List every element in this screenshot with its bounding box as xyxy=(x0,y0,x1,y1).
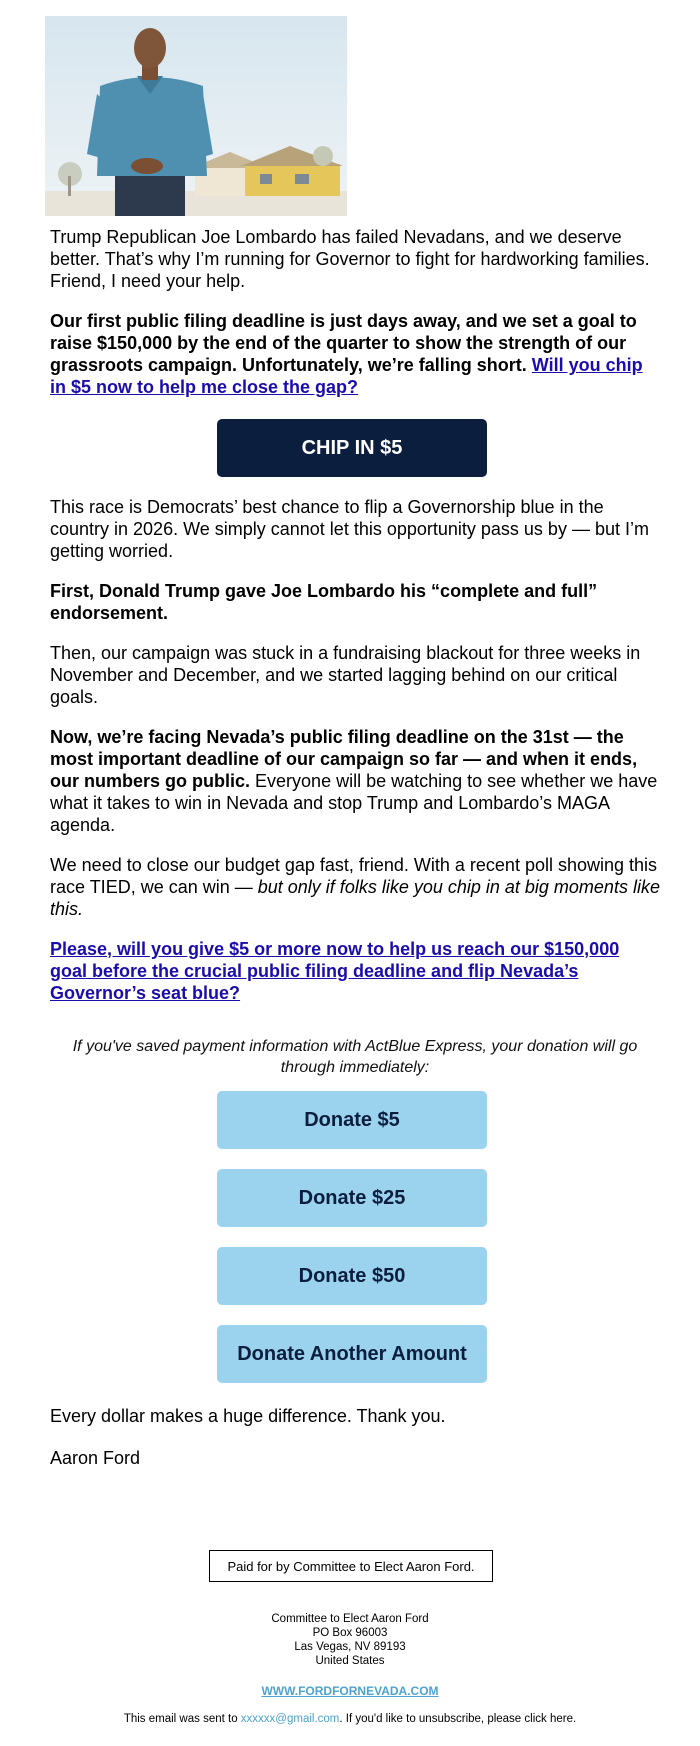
chip-in-button[interactable] xyxy=(217,419,487,477)
donate-other-label: Donate Another Amount xyxy=(237,1342,467,1365)
poll-text: We need to close our budget gap fast, friend. With a recent poll showing this race TIED, we can win — xyxy=(50,855,658,897)
closing-text: Every dollar makes a huge difference. Thank you. xyxy=(50,1406,446,1426)
deadline-paragraph xyxy=(50,726,660,836)
intro-paragraph xyxy=(50,226,660,292)
address-line-3: Las Vegas, NV 89193 xyxy=(294,1641,406,1653)
endorsement-text: First, Donald Trump gave Joe Lombardo his “complete and full” endorsement. xyxy=(50,581,598,623)
donate-50-label: Donate $50 xyxy=(298,1264,406,1287)
give-link[interactable]: Please, will you give $5 or more now to help us reach our $150,000 goal before the crucial public filing deadline and flip Nevada’s Governor’s seat blue? xyxy=(50,939,620,1003)
donate-other-button[interactable] xyxy=(217,1325,487,1383)
donate-5-button[interactable] xyxy=(217,1091,487,1149)
address-line-2: PO Box 96003 xyxy=(312,1627,388,1639)
footer-unsubscribe xyxy=(0,1713,700,1725)
paid-for-disclaimer xyxy=(209,1550,493,1582)
race-text: This race is Democrats’ best chance to flip a Governorship blue in the country in 2026. We simply cannot let this opportunity pass us by — but I’m getting worried. xyxy=(50,497,649,561)
donate-50-button[interactable] xyxy=(217,1247,487,1305)
goal-text: Our first public filing deadline is just days away, and we set a goal to raise $150,000 by the end of the quarter to show the strength of our grassroots campaign. Unfortunately, we’re falling short. xyxy=(50,311,637,375)
goal-paragraph xyxy=(50,310,660,398)
blackout-text: Then, our campaign was stuck in a fundraising blackout for three weeks in November and December, and we started lagging behind on our critical goals. xyxy=(50,643,641,707)
signature-text: Aaron Ford xyxy=(50,1448,141,1468)
actblue-express-note: If you've saved payment information with ActBlue Express, your donation will go through immediately: xyxy=(72,1038,638,1076)
race-paragraph xyxy=(50,496,660,562)
intro-text: Trump Republican Joe Lombardo has failed Nevadans, and we deserve better. That’s why I’m running for Governor to fight for hardworking families. Friend, I need your help. xyxy=(50,227,650,291)
endorsement-paragraph xyxy=(50,580,660,624)
deadline-text: Everyone will be watching to see whether we have what it takes to win in Nevada and stop Trump and Lombardo’s MAGA agenda. xyxy=(50,771,658,835)
signature xyxy=(50,1447,660,1469)
recipient-email[interactable]: xxxxxx@gmail.com xyxy=(240,1713,340,1725)
unsubscribe-text[interactable]: . If you'd like to unsubscribe, please click here. xyxy=(339,1713,577,1725)
chip-in-button-label: CHIP IN $5 xyxy=(301,436,403,459)
donate-25-button[interactable] xyxy=(217,1169,487,1227)
mailing-address xyxy=(0,1612,700,1668)
give-paragraph xyxy=(50,938,660,1004)
chip-in-link[interactable]: Will you chip in $5 now to help me close the gap? xyxy=(50,355,643,397)
deadline-bold-text: Now, we’re facing Nevada’s public filing deadline on the 31st — the most important deadline of our campaign so far — and when it ends, our numbers go public. xyxy=(50,727,638,791)
address-line-1: Committee to Elect Aaron Ford xyxy=(271,1613,429,1625)
donate-5-label: Donate $5 xyxy=(304,1108,400,1131)
hero-photo xyxy=(45,16,347,216)
paid-for-text: Paid for by Committee to Elect Aaron Ford. xyxy=(227,1558,475,1574)
address-line-4: United States xyxy=(315,1655,385,1667)
footer-prefix: This email was sent to xyxy=(123,1713,241,1725)
donate-25-label: Donate $25 xyxy=(298,1186,406,1209)
closing-paragraph xyxy=(50,1405,660,1427)
website-link[interactable]: WWW.FORDFORNEVADA.COM xyxy=(261,1684,439,1698)
poll-paragraph xyxy=(50,854,660,920)
blackout-paragraph xyxy=(50,642,660,708)
poll-italic-text: but only if folks like you chip in at big moments like this. xyxy=(50,877,660,919)
